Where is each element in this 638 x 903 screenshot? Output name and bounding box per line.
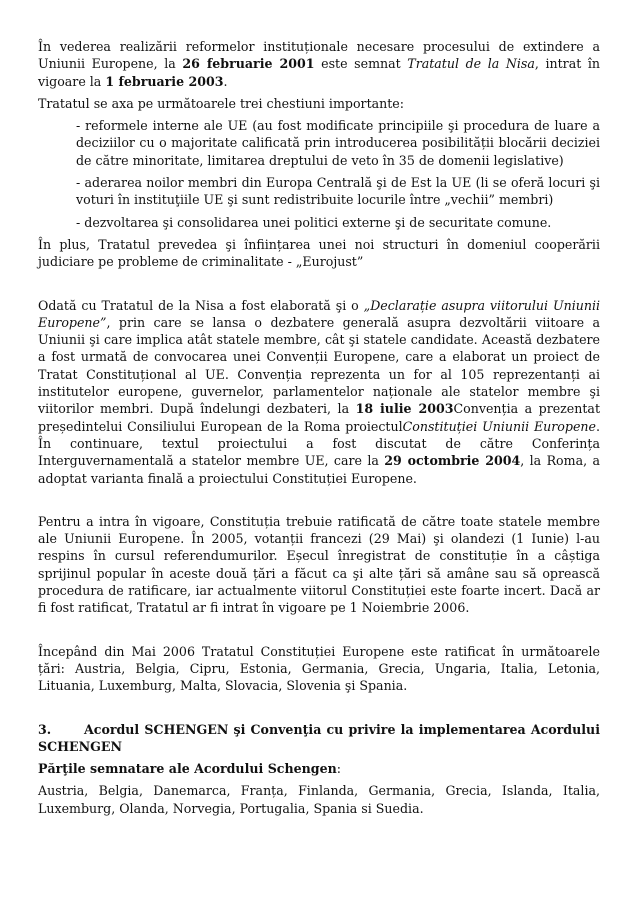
paragraph-declaration: [38, 297, 600, 487]
date-signed: 26 februarie 2001: [182, 56, 315, 72]
text: , intrat în vigoare la: [38, 56, 601, 89]
text: Odată cu Tratatul de la Nisa a fost elaborată şi o: [38, 297, 364, 313]
date-in-force: 1 februarie 2003: [105, 73, 224, 89]
text: În vederea realizării reformelor instituționale necesare procesului de extindere a Uniunii Europene, la: [38, 39, 600, 72]
parties-colon: :: [336, 761, 342, 777]
paragraph-issues-intro: Tratatul se axa pe următoarele trei chestiuni importante:: [38, 95, 405, 111]
section-heading: [38, 721, 600, 756]
paragraph-ratified-countries: Începând din Mai 2006 Tratatul Constituției Europene este ratificat în următoarele țări: Austria, Belgia, Cipru, Estonia, Germania, Grecia, Ungaria, Italia, Letonia, Lituania, Luxemburg, Malta, Slovacia, Slovenia şi Spania.: [38, 643, 600, 694]
paragraph-nice-treaty-intro: [38, 38, 600, 90]
section-title: Acordul SCHENGEN şi Convenţia cu privire la implementarea Acordului SCHENGEN: [38, 721, 600, 754]
constitution-title: Constituției Uniunii Europene: [402, 418, 596, 434]
date-adoption: 29 octombrie 2004: [384, 453, 521, 469]
paragraph-schengen-countries: Austria, Belgia, Danemarca, Franța, Finlanda, Germania, Grecia, Islanda, Italia, Luxemburg, Olanda, Norvegia, Portugalia, Spania si Suedia.: [38, 783, 600, 816]
text: . În continuare, textul proiectului a fost discutat de către Conferința Interguvernamentală a statelor membre UE, care la: [38, 418, 600, 469]
bullet-item: - aderarea noilor membri din Europa Centrală şi de Est la UE (li se oferă locuri şi voturi în instituţiile UE şi sunt redistribuite locurile între „vechii” membri): [76, 175, 600, 208]
text: , la Roma, a adoptat varianta finală a proiectului Constituției Europene.: [38, 453, 600, 486]
treaty-name: Tratatul de la Nisa: [407, 56, 535, 72]
parties-heading: [38, 760, 600, 777]
paragraph-eurojust: În plus, Tratatul prevedea şi înființarea unei noi structuri în domeniul cooperării judiciare pe probleme de criminalitate - „Eurojust”: [38, 236, 600, 270]
text: este semnat: [314, 56, 408, 72]
text: Convenția a prezentat președintelui Consiliului European de la Roma proiectul: [38, 401, 600, 434]
parties-label: Părţile semnatare ale Acordului Schengen: [38, 761, 337, 777]
bullet-item: - dezvoltarea şi consolidarea unei politici externe şi de securitate comune.: [76, 214, 552, 230]
section-number: 3.: [38, 721, 52, 737]
paragraph-ratification: Pentru a intra în vigoare, Constituția trebuie ratificată de către toate statele membre ale Uniunii Europene. În 2005, votanții francezi (29 Mai) şi olandezi (1 Iunie) l-au respins în cursul referendumurilor. Eșecul înregistrat de constituție în a câștiga sprijinul popular în aceste două țări a făcut ca şi alte țări să amâne sau să oprească procedura de ratificare, iar actualmente viitorul Constituției este foarte incert. Dacă ar fi fost ratificat, Tratatul ar fi intrat în vigoare pe 1 Noiembrie 2006.: [38, 513, 600, 616]
declaration-title: „Declarație asupra viitorului Uniunii Europene”: [38, 297, 600, 330]
document-page: [38, 38, 600, 817]
bullet-item: - reformele interne ale UE (au fost modificate principiile şi procedura de luare a deciziilor cu o majoritate calificată prin introducerea posibilității blocării deciziei de către minoritate, limitarea dreptului de veto în 35 de domenii legislative): [76, 118, 600, 168]
date-convention: 18 iulie 2003: [355, 401, 454, 417]
text: , prin care se lansa o dezbatere generală asupra dezvoltării viitoare a Uniunii şi care implica atât statele membre, cât şi statele candidate. Această dezbatere a fost urmată de convocarea unei Convenții Europene, care a elaborat un proiect de Tratat Constituțional al UE. Convenția reprezenta un for al 105 reprezentanți ai institutelor europene, guvernelor, parlamentelor naționale ale statelor membre şi viitorilor membri. După îndelungi dezbateri, la: [38, 314, 600, 417]
text: .: [223, 73, 228, 89]
